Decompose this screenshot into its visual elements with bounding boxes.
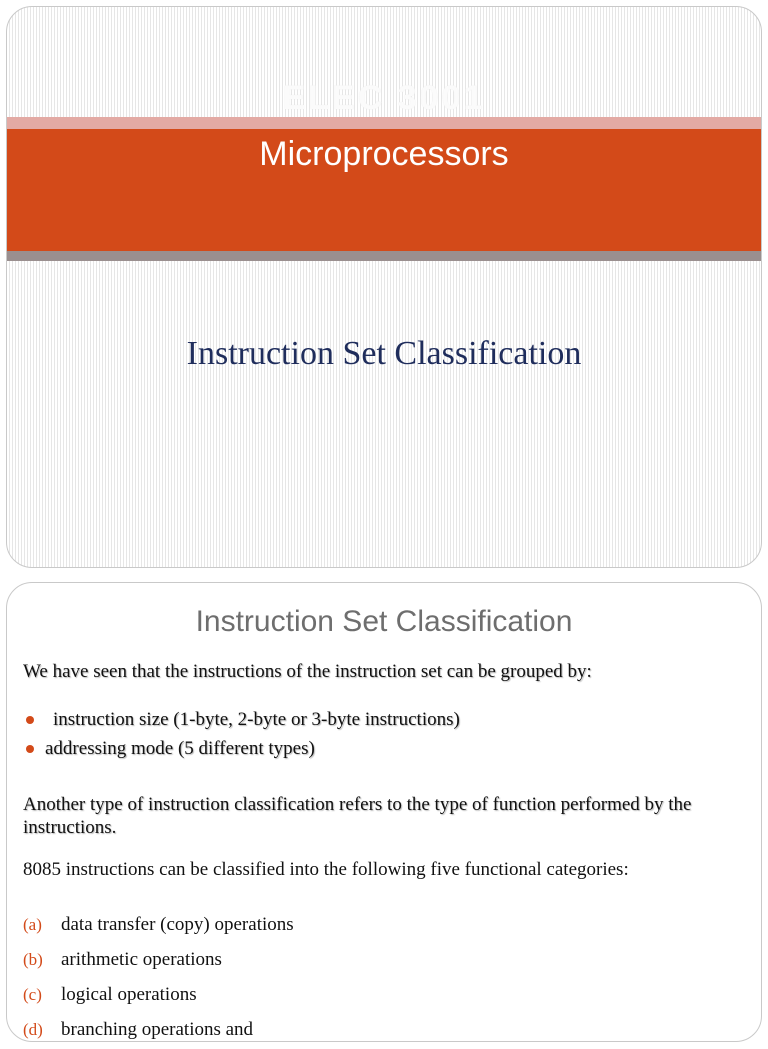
category-item — [23, 944, 294, 979]
course-title: Microprocessors — [259, 135, 509, 173]
bullet-item — [23, 705, 460, 734]
content-slide — [6, 582, 762, 1042]
bullet-list — [23, 705, 460, 763]
category-marker: (b) — [23, 950, 43, 969]
title-slide — [6, 6, 762, 568]
category-item — [23, 1014, 294, 1049]
course-code: ELEC 3001 — [282, 79, 486, 117]
category-label: arithmetic operations — [61, 949, 222, 970]
category-label: logical operations — [61, 984, 197, 1005]
deck-subtitle: Instruction Set Classification — [186, 335, 582, 372]
bullet-item — [23, 734, 460, 763]
category-list — [23, 909, 294, 1049]
category-label: data transfer (copy) operations — [61, 914, 294, 935]
intro-text: We have seen that the instructions of the instruction set can be grouped by: — [23, 661, 592, 682]
category-marker: (c) — [23, 985, 42, 1004]
classification-paragraph: Another type of instruction classification refers to the type of function performed by the instructions. — [23, 794, 692, 838]
category-item — [23, 909, 294, 944]
category-label: branching operations and — [61, 1019, 254, 1040]
category-marker: (d) — [23, 1020, 43, 1039]
slide-title: Instruction Set Classification — [195, 605, 573, 638]
accent-band-light — [7, 117, 761, 129]
category-marker: (a) — [23, 915, 42, 934]
category-item — [23, 979, 294, 1014]
bullet-text: addressing mode (5 different types) — [45, 738, 315, 759]
bullet-text: instruction size (1-byte, 2-byte or 3-byte instructions) — [53, 709, 460, 730]
accent-band-gray — [7, 251, 761, 261]
bullet-dot-icon — [26, 745, 34, 753]
bullet-dot-icon — [26, 716, 34, 724]
categories-lead-in: 8085 instructions can be classified into the following five functional categories: — [23, 859, 629, 880]
